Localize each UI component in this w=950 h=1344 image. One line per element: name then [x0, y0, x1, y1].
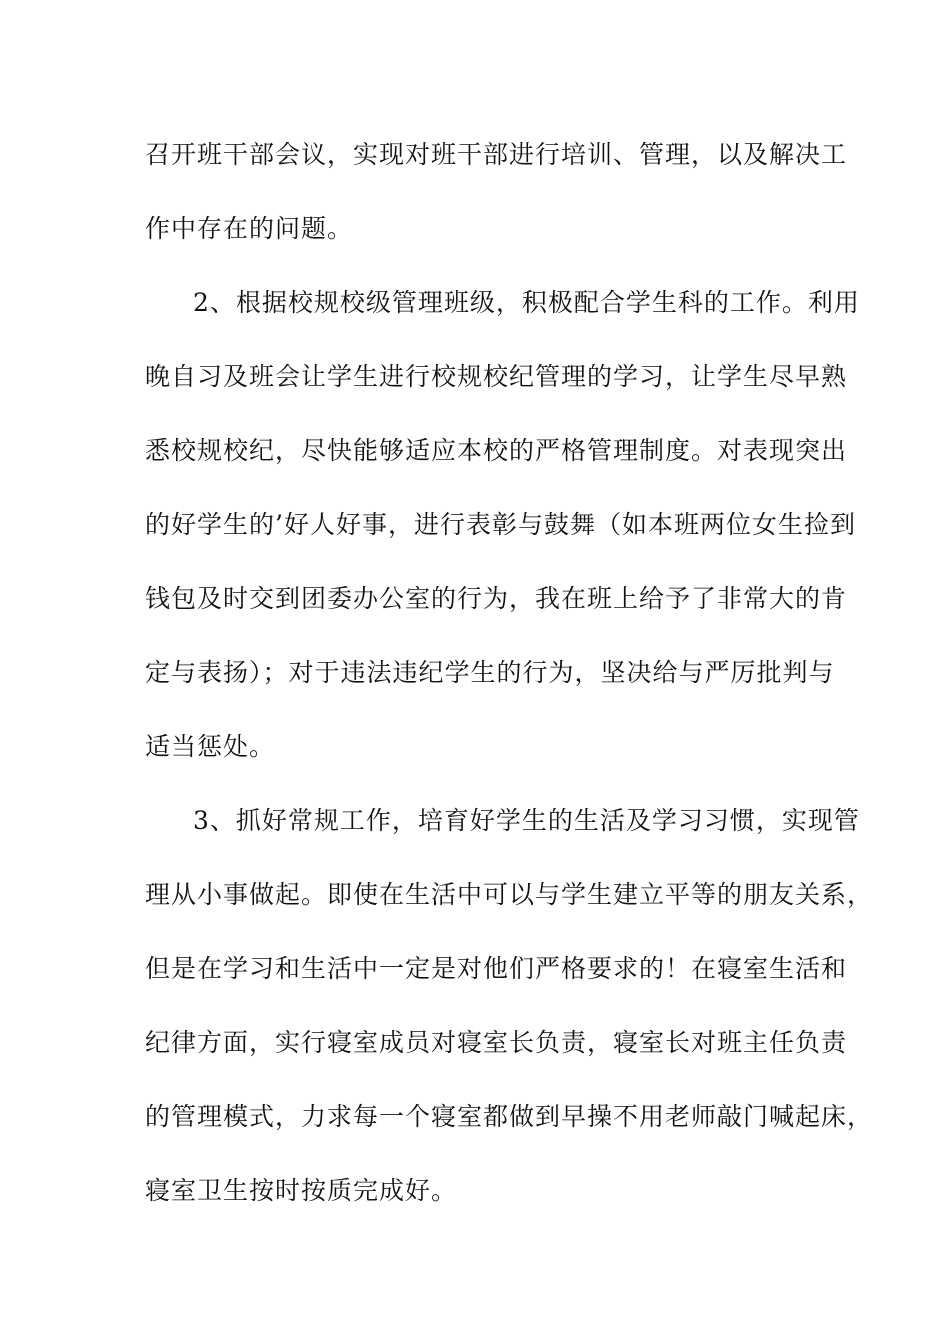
text-line: 寝室卫生按时按质完成好。	[145, 1176, 458, 1205]
text-line: 的好学生的’好人好事，进行表彰与鼓舞（如本班两位女生捡到	[145, 510, 856, 539]
text-line: 作中存在的问题。	[145, 214, 354, 243]
text-line: 的管理模式，力求每一个寝室都做到早操不用老师敲门喊起床，	[145, 1102, 874, 1131]
text-line: 定与表扬）；对于违法违纪学生的行为，坚决给与严厉批判与	[145, 658, 835, 687]
text-line: 理从小事做起。即使在生活中可以与学生建立平等的朋友关系，	[145, 880, 874, 909]
text-line: 纪律方面，实行寝室成员对寝室长负责，寝室长对班主任负责	[145, 1028, 848, 1057]
text-line: 钱包及时交到团委办公室的行为，我在班上给予了非常大的肯	[145, 584, 848, 613]
text-line: 召开班干部会议，实现对班干部进行培训、管理，以及解决工	[145, 140, 848, 169]
text-line: 晚自习及班会让学生进行校规校纪管理的学习，让学生尽早熟	[145, 362, 848, 391]
paragraph-3-first-line: 3、抓好常规工作，培育好学生的生活及学习习惯，实现管	[193, 806, 860, 835]
text-line: 但是在学习和生活中一定是对他们严格要求的！在寝室生活和	[145, 954, 848, 983]
text-line: 适当惩处。	[145, 732, 276, 761]
text-line: 悉校规校纪，尽快能够适应本校的严格管理制度。对表现突出	[145, 436, 848, 465]
paragraph-2-first-line: 2、根据校规校级管理班级，积极配合学生科的工作。利用	[193, 288, 860, 317]
